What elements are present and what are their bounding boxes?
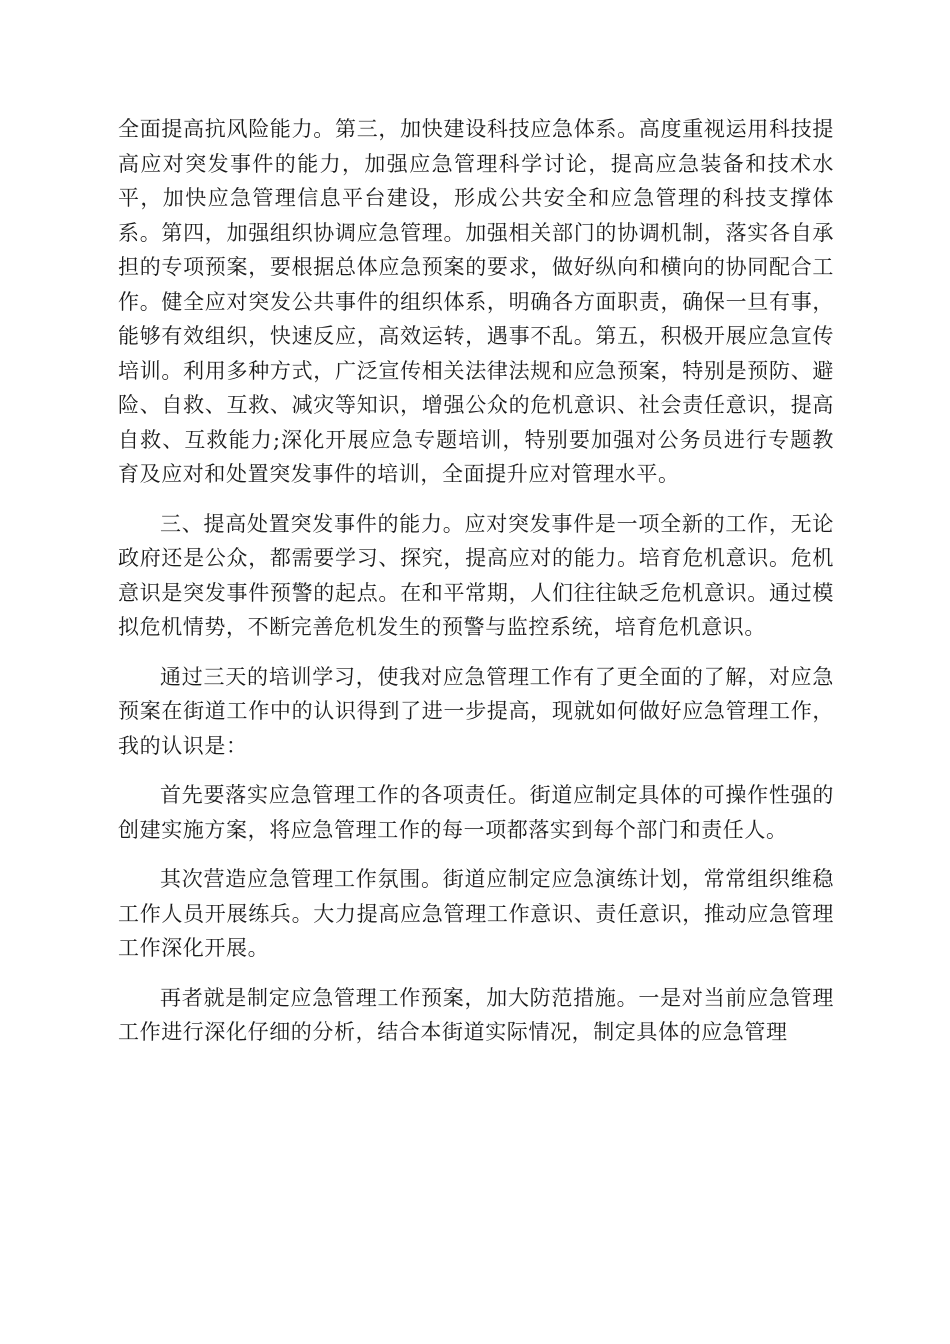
paragraph-second-atmosphere: 其次营造应急管理工作氛围。街道应制定应急演练计划，常常组织维稳工作人员开展练兵。大力提高应急管理工作意识、责任意识，推动应急管理工作深化开展。 (118, 867, 834, 960)
document-page (118, 112, 834, 1065)
paragraph-training-summary: 通过三天的培训学习，使我对应急管理工作有了更全面的了解，对应急预案在街道工作中的认识得到了进一步提高，现就如何做好应急管理工作，我的认识是： (118, 664, 834, 758)
paragraph-third-plan: 再者就是制定应急管理工作预案，加大防范措施。一是对当前应急管理工作进行深化仔细的分析，结合本街道实际情况，制定具体的应急管理 (118, 985, 834, 1044)
paragraph-emergency-handling: 三、提高处置突发事件的能力。应对突发事件是一项全新的工作，无论政府还是公众，都需要学习、探究，提高应对的能力。培育危机意识。危机意识是突发事件预警的起点。在和平常期，人们往往缺乏危机意识。通过模拟危机情势，不断完善危机发生的预警与监控系统，培育危机意识。 (118, 511, 834, 639)
paragraph-risk-capacity: 全面提高抗风险能力。第三，加快建设科技应急体系。高度重视运用科技提高应对突发事件的能力，加强应急管理科学讨论，提高应急装备和技术水平，加快应急管理信息平台建设，形成公共安全和应急管理的科技支撑体系。第四，加强组织协调应急管理。加强相关部门的协调机制，落实各自承担的专项预案，要根据总体应急预案的要求，做好纵向和横向的协同配合工作。健全应对突发公共事件的组织体系，明确各方面职责，确保一旦有事，能够有效组织，快速反应，高效运转，遇事不乱。第五，积极开展应急宣传培训。利用多种方式，广泛宣传相关法律法规和应急预案，特别是预防、避险、自救、互救、减灾等知识，增强公众的危机意识、社会责任意识，提高自救、互救能力;深化开展应急专题培训，特别要加强对公务员进行专题教育及应对和处置突发事件的培训，全面提升应对管理水平。 (118, 117, 834, 486)
paragraph-first-responsibility: 首先要落实应急管理工作的各项责任。街道应制定具体的可操作性强的创建实施方案，将应急管理工作的每一项都落实到每个部门和责任人。 (118, 783, 834, 842)
